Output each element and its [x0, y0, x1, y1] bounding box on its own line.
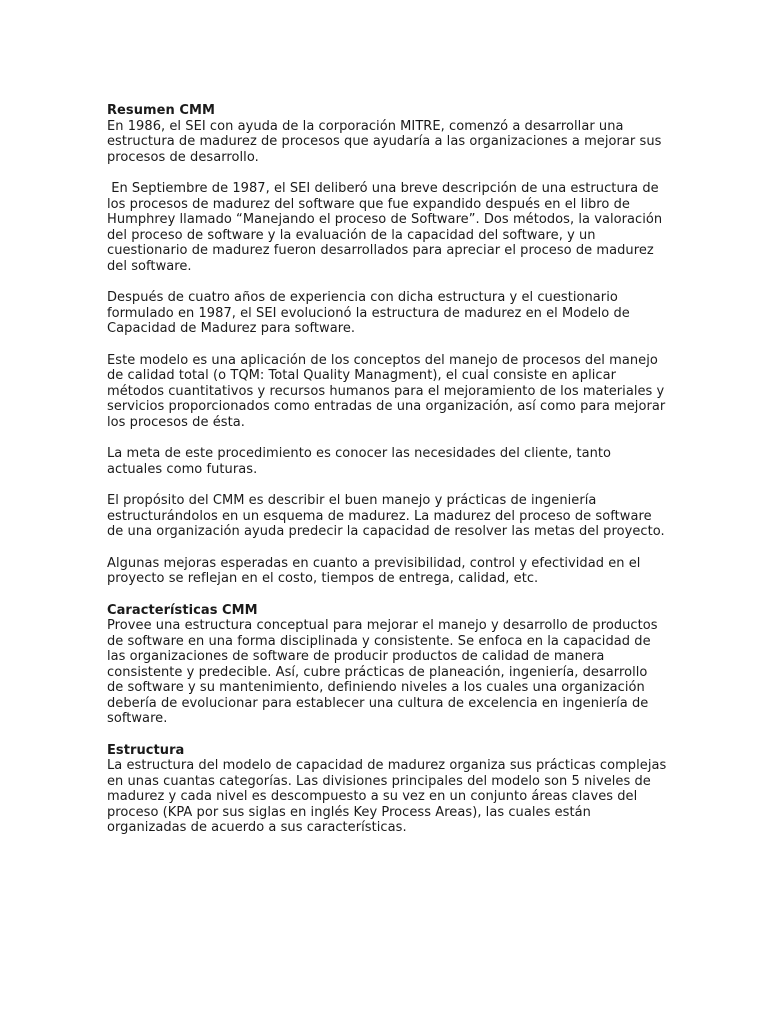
section-resumen-cmm [107, 103, 670, 587]
paragraph: Algunas mejoras esperadas en cuanto a previsibilidad, control y efectividad en el proyecto se reflejan en el costo, tiempos de entrega, calidad, etc. [107, 555, 645, 586]
section-caracteristicas-cmm [107, 603, 667, 727]
paragraph: Este modelo es una aplicación de los conceptos del manejo de procesos del manejo de calidad total (o TQM: Total Quality Managment), el cual consiste en aplicar métodos cuantitativos y recursos humanos para el mejoramiento de los materiales y servicios proporcionados como entradas de una organización, así como para mejorar los procesos de ésta. [107, 352, 670, 430]
section-estructura [107, 742, 671, 836]
paragraph: Después de cuatro años de experiencia con dicha estructura y el cuestionario formulado en 1987, el SEI evolucionó la estructura de madurez en el Modelo de Capacidad de Madurez para software. [107, 290, 635, 336]
section-heading: Características CMM [107, 602, 258, 618]
section-heading: Estructura [107, 742, 185, 758]
paragraph: En 1986, el SEI con ayuda de la corporación MITRE, comenzó a desarrollar una estructura de madurez de procesos que ayudaría a las organizaciones a mejorar sus procesos de desarrollo. [107, 118, 666, 165]
paragraph: La estructura del modelo de capacidad de madurez organiza sus prácticas complejas en unas cuantas categorías. Las divisiones principales del modelo son 5 niveles de madurez y cada nivel es descompuesto a su vez en un conjunto áreas claves del proceso (KPA por sus siglas en inglés Key Process Areas), las cuales están organizadas de acuerdo a sus características. [107, 758, 671, 835]
paragraph: Provee una estructura conceptual para mejorar el manejo y desarrollo de productos de software en una forma disciplinada y consistente. Se enfoca en la capacidad de las organizaciones de software de producir productos de calidad de manera consistente y predecible. Así, cubre prácticas de planeación, ingeniería, desarrollo de software y su mantenimiento, definiendo niveles a los cuales una organización debería de evolucionar para establecer una cultura de excelencia en ingeniería de software. [107, 618, 662, 726]
paragraph: El propósito del CMM es describir el buen manejo y prácticas de ingeniería estructurándolos en un esquema de madurez. La madurez del proceso de software de una organización ayuda predecir la capacidad de resolver las metas del proyecto. [107, 493, 665, 539]
section-heading: Resumen CMM [107, 103, 215, 118]
paragraph: En Septiembre de 1987, el SEI deliberó una breve descripción de una estructura de los procesos de madurez del software que fue expandido después en el libro de Humphrey llamado “Manejando el proceso de Software”. Dos métodos, la valoración del proceso de software y la evaluación de la capacidad del software, y un cuestionario de madurez fueron desarrollados para apreciar el proceso de madurez del software. [107, 181, 667, 274]
document-page [107, 103, 671, 852]
paragraph: La meta de este procedimiento es conocer las necesidades del cliente, tanto actuales como futuras. [107, 446, 616, 477]
